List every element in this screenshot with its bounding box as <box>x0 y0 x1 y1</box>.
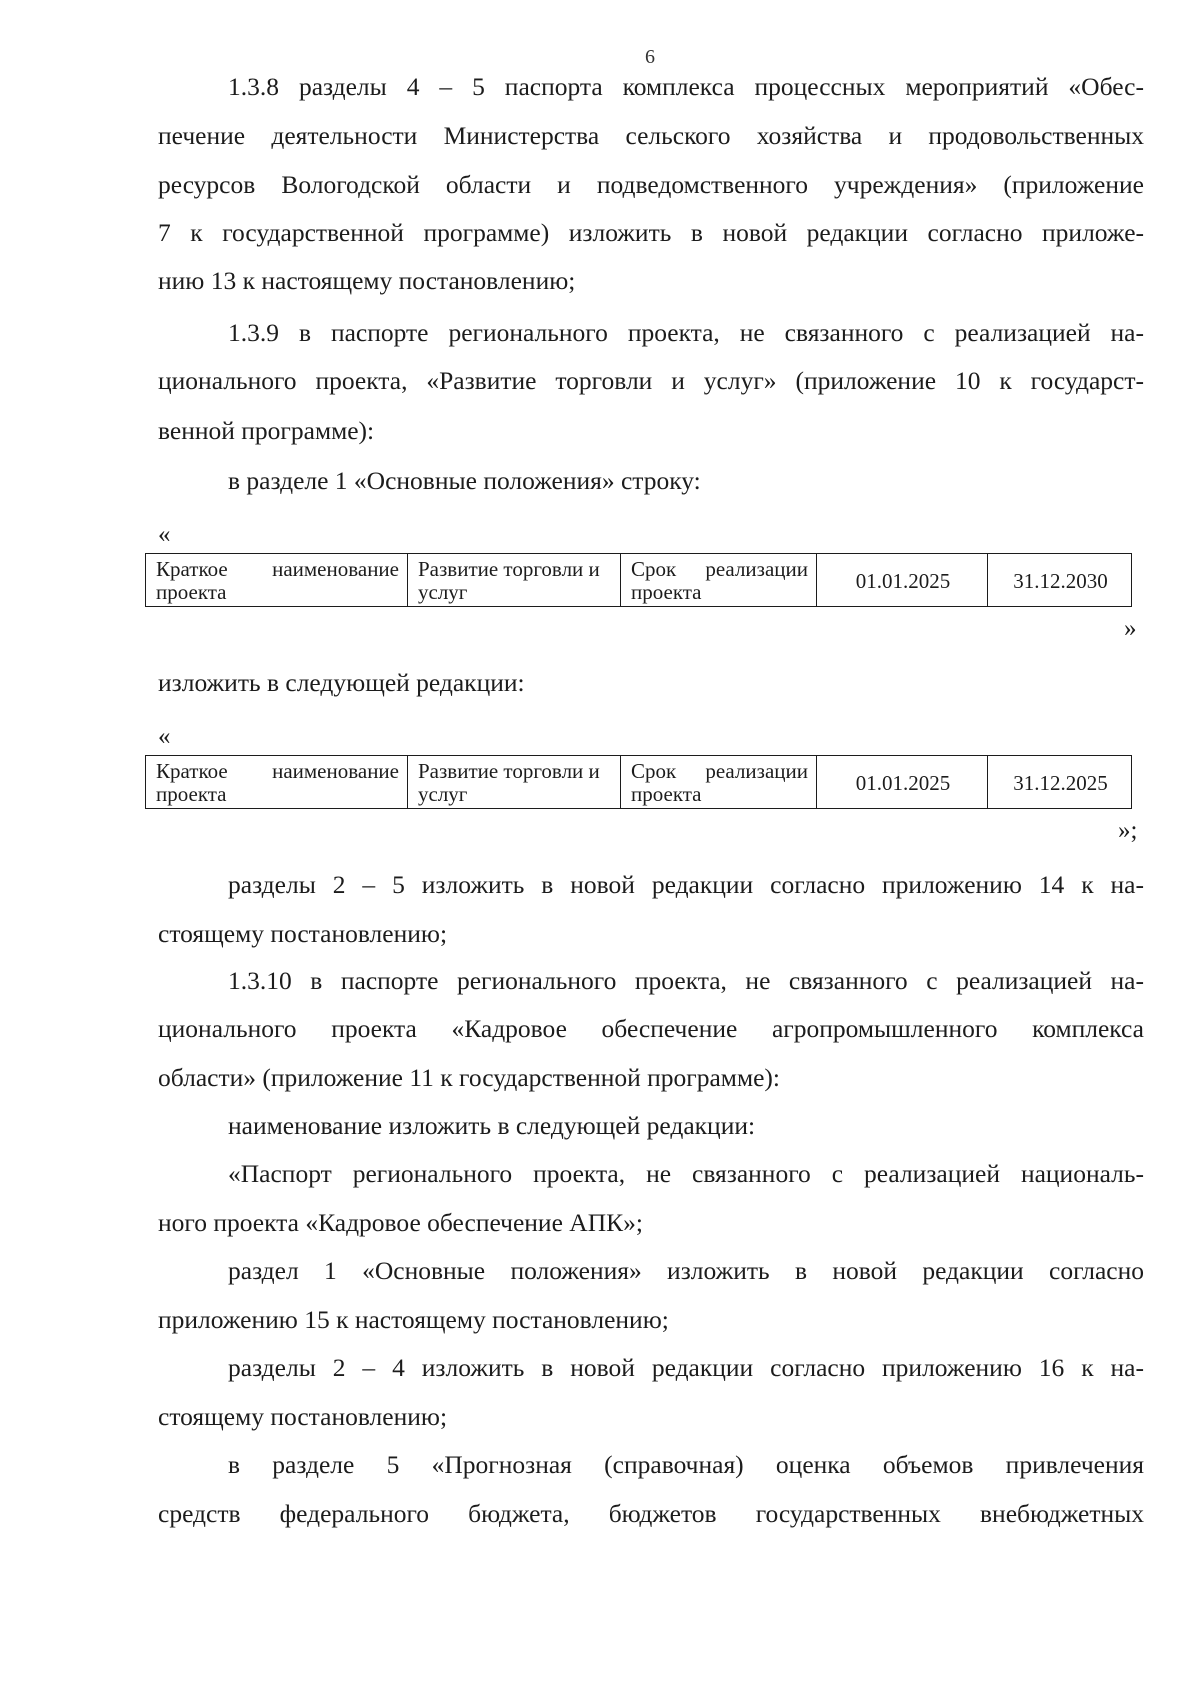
text-line: ционального проекта, «Развитие торговли и услуг» (приложение 10 к государст- <box>158 366 1144 395</box>
label-word: наименование <box>272 557 399 581</box>
text-line: наименование изложить в следующей редакции: <box>228 1111 756 1140</box>
label-word: проекта <box>156 782 227 806</box>
text-line: приложению 15 к настоящему постановлению; <box>158 1305 669 1334</box>
text-line: ного проекта «Кадровое обеспечение АПК»; <box>158 1208 643 1237</box>
table-row <box>146 756 1132 809</box>
text-line: «Паспорт регионального проекта, не связанного с реализацией националь- <box>228 1159 1144 1188</box>
text-line: 1.3.9 в паспорте регионального проекта, не связанного с реализацией на- <box>228 318 1144 347</box>
term-word: проекта <box>631 782 702 806</box>
text-line: в разделе 5 «Прогнозная (справочная) оценка объемов привлечения <box>228 1450 1144 1479</box>
text-line: нию 13 к настоящему постановлению; <box>158 266 576 295</box>
label-cell <box>146 756 408 809</box>
text-line: венной программе): <box>158 416 375 445</box>
text-line: стоящему постановлению; <box>158 919 448 948</box>
text-line: раздел 1 «Основные положения» изложить в новой редакции согласно <box>228 1256 1144 1285</box>
label-word: проекта <box>156 580 227 604</box>
name-cell: Развитие торговли и услуг <box>408 554 621 607</box>
text-line: изложить в следующей редакции: <box>158 668 525 697</box>
old-row-table <box>145 553 1132 607</box>
end-date-cell: 31.12.2030 <box>988 554 1132 607</box>
table-row <box>146 554 1132 607</box>
start-date-cell: 01.01.2025 <box>817 554 988 607</box>
page-number: 6 <box>645 46 655 68</box>
text-line: разделы 2 – 5 изложить в новой редакции согласно приложению 14 к на- <box>228 870 1144 899</box>
label-word: наименование <box>272 759 399 783</box>
start-date-cell: 01.01.2025 <box>817 756 988 809</box>
term-word: Срок <box>631 557 677 581</box>
term-label-cell <box>621 554 817 607</box>
name-cell: Развитие торговли и услуг <box>408 756 621 809</box>
text-line: 1.3.8 разделы 4 – 5 паспорта комплекса процессных мероприятий «Обес- <box>228 72 1144 101</box>
text-line: 1.3.10 в паспорте регионального проекта, не связанного с реализацией на- <box>228 966 1144 995</box>
close-quote: » <box>1124 615 1137 642</box>
text-line: стоящему постановлению; <box>158 1402 448 1431</box>
term-word: Срок <box>631 759 677 783</box>
text-line: области» (приложение 11 к государственной программе): <box>158 1063 780 1092</box>
label-word: Краткое <box>156 759 228 783</box>
label-word: Краткое <box>156 557 228 581</box>
close-quote: »; <box>1118 817 1138 844</box>
text-line: ционального проекта «Кадровое обеспечение агропромышленного комплекса <box>158 1014 1144 1043</box>
term-label-cell <box>621 756 817 809</box>
open-quote: « <box>158 521 171 548</box>
term-word: проекта <box>631 580 702 604</box>
label-cell <box>146 554 408 607</box>
term-word: реализации <box>705 557 808 581</box>
new-row-table <box>145 755 1132 809</box>
text-line: печение деятельности Министерства сельского хозяйства и продовольственных <box>158 121 1144 150</box>
term-word: реализации <box>705 759 808 783</box>
text-line: разделы 2 – 4 изложить в новой редакции согласно приложению 16 к на- <box>228 1353 1144 1382</box>
text-line: ресурсов Вологодской области и подведомственного учреждения» (приложение <box>158 170 1144 199</box>
open-quote: « <box>158 723 171 750</box>
text-line: 7 к государственной программе) изложить в новой редакции согласно приложе- <box>158 218 1144 247</box>
text-line: в разделе 1 «Основные положения» строку: <box>228 466 701 495</box>
end-date-cell: 31.12.2025 <box>988 756 1132 809</box>
text-line: средств федерального бюджета, бюджетов государственных внебюджетных <box>158 1499 1144 1528</box>
